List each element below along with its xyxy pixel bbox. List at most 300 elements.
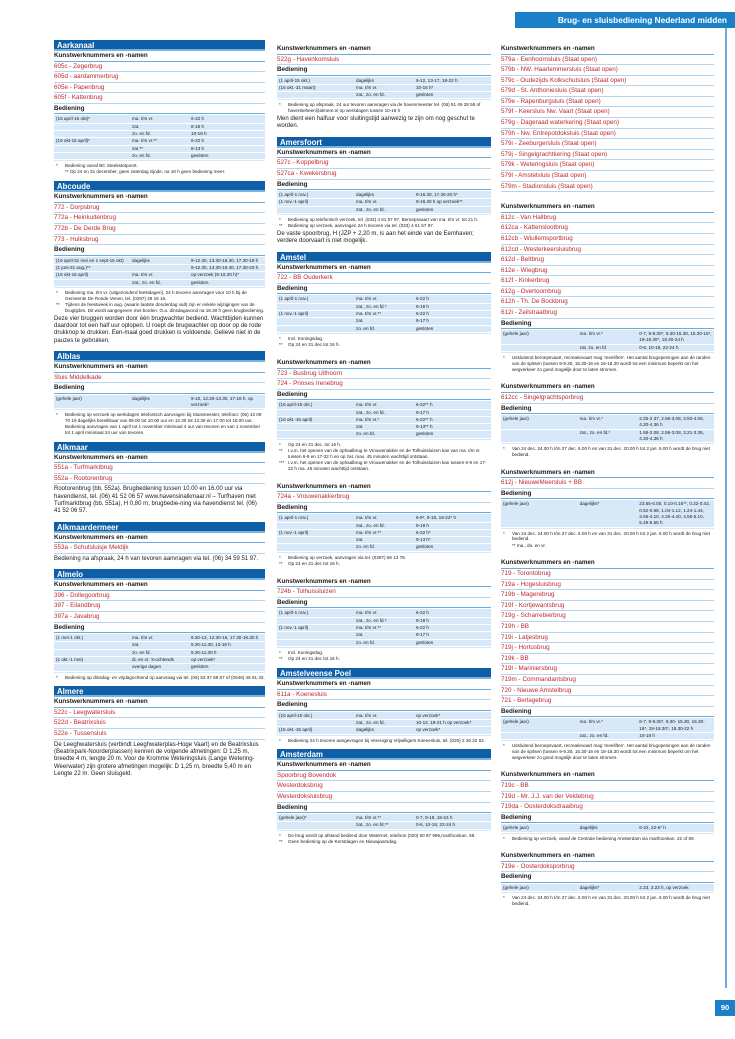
structure-item: 612f - Kinkerbrug: [501, 276, 714, 287]
place-heading: Alkmaar: [54, 442, 265, 453]
footnote-text: I.v.m. het openen van de ophaalbrug te Vrouwenakker en de Tolhuissluizen kan tussen 6-9 en 17-22 h ma. 45 minuten wachttijd ontstaan.: [288, 460, 487, 471]
waterway-section: [501, 847, 714, 906]
schedule-cell: 9.30-12, 12.30-16, 17.30-18.30 h: [191, 635, 259, 641]
schedule-row: [277, 815, 491, 822]
schedule-row: [277, 431, 491, 438]
schedule-row: [277, 207, 491, 214]
schedule-cell: ma. t/m vr.**: [131, 138, 157, 144]
structure-item: 724 - Prinses Irenebrug: [277, 379, 491, 390]
structure-item: 772 - Dorpsbrug: [54, 203, 265, 214]
numbers-label: Kunstwerknummers en -namen: [54, 453, 265, 464]
footnote-text: Op 24 en 31 dec tot 16 h.: [288, 342, 340, 348]
schedule-cell: 9-19 h: [415, 522, 429, 528]
schedule-cell: [54, 280, 130, 286]
schedule-cell: (1 april-1 nov.): [279, 192, 309, 198]
structure-item: 579b - NW. Haarlemmersluis (Staat open): [501, 65, 714, 76]
schedule-row: [54, 138, 265, 145]
schedule-cell: (15 okt.-15 april): [279, 727, 313, 733]
footnote-text: Uitsluitend beroepsvaart, recreatievaart mag 'meeliften'. Het aantal brugopeningen aan de randen van de spitsen (tussen 9-9.30, 15.30-16 en 18-18.30 wordt tot een minimum beperkt om het wegverkeer zo goed mogelijk door te laten stromen.: [512, 743, 711, 760]
schedule-row: [501, 719, 714, 733]
footnote-marker: **: [56, 301, 60, 307]
schedule-row: [54, 650, 265, 657]
structure-item: 551a - Turfmarktbrug: [54, 463, 265, 474]
schedule-row: [501, 733, 714, 740]
schedule-cell: (16 april-16 okt.): [279, 402, 313, 408]
schedule-cell: (gehele jaar): [503, 825, 529, 831]
schedule-row: [501, 885, 714, 892]
footnote-text: Incl. Koningsdag.: [288, 649, 324, 655]
schedule-cell: dagelijks: [131, 257, 150, 263]
numbers-label: Kunstwerknummers en -namen: [501, 558, 714, 569]
structure-item: 552a - Rootorenbrug: [54, 474, 265, 485]
footnote: [277, 217, 491, 223]
numbers-label: Kunstwerknummers en -namen: [501, 44, 714, 55]
schedule-table: [501, 330, 714, 353]
structure-item: 553a - Schutsluisje Meldijk: [54, 543, 265, 554]
schedule-cell: [54, 146, 130, 152]
schedule-cell: dagelijks: [356, 727, 374, 733]
structure-item: 605d - aardammerbrug: [54, 72, 265, 83]
numbers-label: Kunstwerknummers en -namen: [54, 533, 265, 544]
schedule-cell: 10-18 h: [639, 732, 655, 738]
schedule-cell: [54, 642, 130, 648]
schedule-cell: [54, 124, 130, 130]
schedule-cell: ma. t/m vr.*: [579, 719, 603, 725]
schedule-cell: dagelijks: [579, 825, 598, 831]
schedule-cell: 9-17 h: [415, 409, 429, 415]
schedule-cell: gesloten: [415, 639, 434, 645]
structure-item: Westerdoksbrug: [277, 781, 491, 792]
schedule-cell: 8-18 h: [191, 123, 205, 129]
schedule-cell: 9-16.30 h op verzoek**: [415, 199, 463, 205]
column-left: [54, 40, 265, 785]
structure-item: 579m - Stadionsluis (Staat open): [501, 182, 714, 193]
footnote-text: Op 24 en 31 dec tot 16 h.: [288, 561, 340, 567]
schedule-cell: (16 okt-16 april): [56, 272, 89, 278]
schedule-cell: zo. en fd.: [356, 431, 375, 437]
numbers-label: Kunstwerknummers en -namen: [277, 760, 491, 771]
schedule-table: [277, 191, 491, 215]
structure-item: 579d - St. Anthoniesluis (Staat open): [501, 86, 714, 97]
structure-item: 579g - Dageraad waterkering (Staat open): [501, 118, 714, 129]
numbers-label: Kunstwerknummers en -namen: [54, 362, 265, 373]
schedule-cell: 9-19 h: [415, 303, 429, 309]
footnote: [501, 355, 714, 372]
schedule-cell: 6-22** h: [415, 402, 433, 408]
footnote-marker: *: [279, 216, 281, 222]
schedule-cell: dagelijks*: [579, 501, 600, 507]
schedule-cell: (1 nov.-1 april): [279, 199, 309, 205]
service-label: Bediening: [277, 503, 491, 514]
schedule-cell: 10-18 h: [191, 130, 207, 136]
schedule-cell: gesloten: [415, 325, 434, 331]
schedule-cell: op verzoek*: [191, 656, 216, 662]
schedule-table: [54, 634, 265, 672]
structure-item: 612cb - Wiullemsportbrug: [501, 234, 714, 245]
schedule-cell: 9-17 h: [415, 632, 429, 638]
structure-item: 719i - Latjesbrug: [501, 633, 714, 644]
schedule-row: [277, 720, 491, 727]
footnote-text: Op 24 en 31 dec. tot 16 h.: [288, 441, 342, 447]
structure-item: 612i - Zeilstraatbrug: [501, 308, 714, 319]
schedule-table: [277, 609, 491, 647]
schedule-cell: 23.55-0.00, 0.10-0.16**, 0.32-0.42, 0.52-0.58, 1.04-1.12, 1.24-1.44, 3.55-4.10, 4.25-4.40, 4.55-5.10, 5.49-5.55 h: [639, 501, 711, 526]
schedule-cell: 9-16.30, 17.30-20 h*: [415, 192, 458, 198]
schedule-cell: 1.58-2.08, 2.56-3.08, 3.21-3.36, 4.20-4.36 h: [639, 429, 704, 441]
schedule-cell: [277, 618, 354, 624]
service-label: Bediening: [501, 872, 714, 883]
schedule-cell: (1 juni-31 aug.)**: [56, 264, 91, 270]
schedule-row: [501, 331, 714, 345]
structure-item: 612cd - Westerkeersluisbrug: [501, 245, 714, 256]
structure-item: 719b - Magerebrug: [501, 590, 714, 601]
schedule-cell: (16 april-15 okt)*: [56, 116, 90, 122]
footnote: [277, 656, 491, 662]
schedule-cell: zat., zo. en fd.: [356, 92, 385, 98]
schedule-row: [501, 825, 714, 832]
schedule-cell: (1 april-1 nov.): [279, 610, 309, 616]
waterway-section: [501, 198, 714, 372]
schedule-cell: [54, 664, 130, 670]
schedule-row: [54, 642, 265, 649]
schedule-cell: ma. t/m vr.*: [356, 416, 380, 422]
note-paragraph: De Leeghwatersluis (verbindt Leeghwaterplas-Hoge Vaart) en de Beatrixsluis (Beatrixpark-Noorderplassen) kennen de volgende afmetingen: D 1,25 m, breedte 4 m, lengte 20 m. Voor de Kromme Weteringsluis (Lange Wetering-Weerwater) zijn grotere afmetingen mogelijk: D 1,25 m, breedte 5,40 m en Lengte 22 m. Geen sluisgeld.: [54, 741, 259, 778]
schedule-cell: 9.30-11.30, 13-16 h: [191, 642, 231, 648]
schedule-row: [277, 85, 491, 92]
structure-item: 719a - Hogesluisbrug: [501, 580, 714, 591]
waterway-section: [54, 40, 265, 175]
schedule-row: [54, 124, 265, 131]
schedule-cell: 6-9*, 9-18, 18-22* h: [415, 515, 457, 521]
footnote: [54, 290, 265, 302]
schedule-cell: (16 okt-16 april)*: [56, 138, 90, 144]
service-label: Bediening: [277, 700, 491, 711]
place-heading: Amersfoort: [277, 137, 491, 148]
structure-item: Sluis Middelkade: [54, 373, 265, 384]
footnote: [501, 743, 714, 760]
schedule-cell: [501, 430, 578, 443]
service-label: Bediening: [277, 803, 491, 814]
schedule-cell: [54, 131, 130, 137]
structure-item: 579f - Keersluis Nw. Vaart (Staat open): [501, 107, 714, 118]
schedule-row: [54, 396, 265, 410]
footnote-marker: *: [279, 554, 281, 560]
footnote: [501, 895, 714, 907]
structure-item: 612e - Wiegbrug: [501, 266, 714, 277]
schedule-cell: 0-6, 10-18, 22-24 h: [639, 344, 679, 350]
schedule-row: [277, 618, 491, 625]
footnote-marker: *: [503, 530, 505, 536]
schedule-cell: [277, 92, 354, 98]
schedule-row: [277, 402, 491, 409]
structure-item: Spoorbrug Bovendok: [277, 771, 491, 782]
service-label: Bediening: [54, 245, 265, 256]
footnote-marker: *: [56, 412, 58, 418]
waterway-section: [501, 40, 714, 192]
schedule-table: [501, 824, 714, 833]
place-heading: Aarkanaal: [54, 40, 265, 51]
schedule-table: [54, 115, 265, 161]
schedule-cell: zo. en fd.: [131, 130, 151, 136]
schedule-table: [54, 395, 265, 411]
service-label: Bediening: [501, 404, 714, 415]
schedule-cell: gesloten: [415, 92, 434, 98]
schedule-row: [54, 657, 265, 664]
schedule-cell: dagelijks: [131, 395, 150, 401]
schedule-cell: 6-22 h: [191, 138, 205, 144]
schedule-cell: (1 april-15 okt.): [279, 77, 310, 83]
schedule-cell: zat., zo. en fd.*: [579, 429, 611, 435]
schedule-cell: zat.: [356, 632, 364, 638]
numbers-label: Kunstwerknummers en -namen: [54, 51, 265, 62]
schedule-cell: [277, 523, 354, 529]
schedule-cell: [277, 326, 354, 332]
footnote: [501, 543, 714, 549]
schedule-cell: di. en vr. 's-ochtends: [131, 656, 174, 662]
structure-item: 611a - Koenesluis: [277, 690, 491, 701]
schedule-cell: 6-22 h: [415, 311, 429, 317]
schedule-cell: ma. t/m vr.: [356, 712, 378, 718]
numbers-label: Kunstwerknummers en -namen: [277, 679, 491, 690]
schedule-cell: ma. t/m vr.: [356, 84, 378, 90]
schedule-cell: ma. t/m vr.: [356, 610, 378, 616]
waterway-section: [501, 464, 714, 549]
structure-item: 719l - Mariniersbrug: [501, 664, 714, 675]
schedule-table: [277, 514, 491, 552]
service-label: Bediening: [54, 383, 265, 394]
schedule-row: [54, 116, 265, 123]
schedule-cell: 9.30-11.30 h: [191, 649, 217, 655]
place-heading: Amstel: [277, 252, 491, 263]
structure-item: 527ca - Kwekersbrug: [277, 169, 491, 180]
waterway-section: [54, 569, 265, 680]
footnote-text: Bediening op telefonisch verzoek, tel. (033) 4 61 57 97. Beroepsvaart van ma. t/m vr. tot 21 h.: [288, 216, 479, 222]
structure-item: 612ca - Kattenslootbrug: [501, 223, 714, 234]
footnote-text: Uitsluitend beroepsvaart, recreatievaart mag 'meeliften'. Het aantal brugopeningen aan de randen van de spitsen (tussen 9-9.30, 15.30-16 en 18-18.30 wordt tot een minimum beperkt om het wegverkeer zo goed mogelijk door te laten stromen.: [512, 355, 711, 372]
side-rule: [725, 28, 727, 988]
service-label: Bediening: [277, 284, 491, 295]
structure-item: 605c - Zegerbrug: [54, 62, 265, 73]
schedule-table: [277, 814, 491, 831]
footnote-marker: *: [279, 102, 281, 108]
footnote-text: De brug wordt op afstand bediend door Waternet, telefoon (020) 60 87 996,marifoonkan. 69.: [288, 832, 476, 838]
schedule-cell: 9-12.30, 13.30-16.30, 17.30-20 h: [191, 264, 259, 270]
structure-item: 605f - Kattenbrug: [54, 93, 265, 104]
schedule-cell: zat., zo. en fd.: [356, 409, 385, 415]
footnote: [277, 448, 491, 460]
waterway-section: [54, 181, 265, 345]
schedule-row: [54, 635, 265, 642]
schedule-cell: 6-7, 9-9.30*, 9.30- 15.30, 15.30-16*, 18-18.30*, 18.30-22 h: [639, 719, 705, 731]
schedule-cell: zo. en fd.: [356, 639, 375, 645]
footnote-marker: *: [279, 441, 281, 447]
schedule-row: [54, 146, 265, 153]
schedule-row: [277, 640, 491, 647]
footnote-marker: **: [279, 342, 283, 348]
structure-item: 612d - Beltbrug: [501, 255, 714, 266]
footnote-marker: **: [279, 656, 283, 662]
service-label: Bediening: [501, 707, 714, 718]
schedule-cell: zat., zo. en fd.: [356, 206, 385, 212]
service-label: Bediening: [277, 390, 491, 401]
place-heading: Abcoude: [54, 181, 265, 192]
structure-item: 719e - Oosterdoksporbrug: [501, 862, 714, 873]
schedule-cell: (16 april-31 mei en 1 sept-15 okt): [56, 257, 124, 263]
footnote: [277, 839, 491, 845]
waterway-section: [277, 354, 491, 472]
structure-item: 719d - Mr. J.J. van der Veldebrug: [501, 792, 714, 803]
schedule-cell: [277, 720, 354, 726]
schedule-row: [277, 318, 491, 325]
schedule-cell: zat., zo. en fd.**: [356, 822, 389, 828]
schedule-cell: [54, 153, 130, 159]
footnote-marker: *: [503, 446, 505, 452]
footnote: [277, 223, 491, 229]
structure-item: 720 - Nieuwe Amstelbrug: [501, 686, 714, 697]
schedule-row: [277, 537, 491, 544]
schedule-cell: overige dagen: [131, 664, 162, 670]
waterway-section: [277, 137, 491, 246]
structure-item: 579j - Singelgrachtkering (Staat open): [501, 150, 714, 161]
schedule-row: [501, 345, 714, 352]
footnote-marker: *: [503, 743, 505, 749]
schedule-cell: ma. t/m vr.**: [356, 625, 382, 631]
schedule-cell: (1 nov.-1 april): [279, 311, 309, 317]
schedule-cell: (gehele jaar): [503, 719, 529, 725]
schedule-cell: (gehele jaar)*: [279, 815, 307, 821]
schedule-cell: 2.23, 3.23 h, op verzoek: [639, 884, 689, 890]
schedule-cell: zat., zo. en fd.*: [356, 617, 387, 623]
schedule-cell: zo. en fd.: [356, 325, 375, 331]
structure-item: 772a - Heinkuitenbrug: [54, 213, 265, 224]
service-label: Bediening: [501, 489, 714, 500]
schedule-cell: 0-7, 9-9.30*, 9.30-15.30, 15.30-16*, 18-18.30*, 18.30-24 h: [639, 331, 712, 343]
footnote-text: Bediening 24 h tevoren aangevragen bij Vereniging Vrijwilligers Koenesluis, tel. (020) 2 26 22 62.: [288, 737, 485, 743]
schedule-row: [277, 727, 491, 734]
footnote-text: Bediening op verzoek, vanaf de Centrale bediening Amsterdam via marifoonkan. 22 of 69.: [512, 835, 695, 841]
schedule-row: [277, 199, 491, 206]
waterway-section: [501, 378, 714, 457]
numbers-label: Kunstwerknummers en -namen: [277, 482, 491, 493]
schedule-row: [277, 515, 491, 522]
schedule-cell: ma. t/m vr.: [356, 199, 378, 205]
footnote-marker: ***: [279, 460, 285, 466]
schedule-row: [277, 530, 491, 537]
schedule-cell: zat., zo. en fd.: [356, 522, 385, 528]
schedule-cell: 9-19 h: [415, 617, 429, 623]
structure-item: 522c - Leegwatersluis: [54, 708, 265, 719]
numbers-label: Kunstwerknummers en -namen: [277, 44, 491, 55]
schedule-table: [501, 415, 714, 444]
schedule-cell: zo. en fd.: [131, 649, 151, 655]
note-paragraph: Rootorenbrug (bb, 552a). Brugbediening tussen 10.00 en 16.00 uur via havendienst, tel. (06) 41 52 06 57 www.havensinalkmaar.nl – Turfhaven met Turfmarktbrug (bb, 551a), H 0,80 m, brugbedie-ning via havendienst tel. (06) 41 52 06 57.: [54, 486, 257, 515]
footnote-marker: *: [279, 832, 281, 838]
schedule-row: [277, 92, 491, 99]
schedule-cell: 6-22 h: [415, 625, 429, 631]
schedule-cell: zat.: [356, 318, 364, 324]
footnote-text: Bediening op verzoek, aanvragen via tel. (0297) 56 13 78.: [288, 554, 406, 560]
waterway-section: [277, 40, 491, 131]
schedule-row: [54, 664, 265, 671]
schedule-cell: zat.: [356, 537, 364, 543]
schedule-cell: ma. t/m vr.*: [579, 416, 603, 422]
footnote: [277, 650, 491, 656]
schedule-row: [277, 544, 491, 551]
footnote-marker: *: [279, 737, 281, 743]
schedule-row: [277, 417, 491, 424]
schedule-table: [277, 295, 491, 333]
schedule-row: [277, 625, 491, 632]
schedule-cell: gesloten: [191, 279, 209, 285]
schedule-cell: ma. t/m vr.**: [356, 815, 382, 821]
numbers-label: Kunstwerknummers en -namen: [501, 468, 714, 479]
schedule-row: [277, 632, 491, 639]
footnote-text: Bediening ma. t/m vr. (uitgezonderd feestdagen), 24 h tevoren aanvragen voor 10 h bij de Gemeente De Ronde Venen, tel. (0297) 29 16 16.: [65, 289, 247, 301]
schedule-row: [54, 280, 265, 287]
schedule-cell: (gehele jaar): [56, 395, 82, 401]
footnote-text: Geen bediening op de Kerstdagen en Nieuwjaarsdag.: [288, 839, 398, 844]
numbers-label: Kunstwerknummers en -namen: [501, 851, 714, 862]
structure-item: 719k - BB: [501, 654, 714, 665]
waterway-section: [277, 668, 491, 743]
schedule-cell: [277, 431, 354, 437]
schedule-cell: (16 okt.-16 april): [279, 416, 313, 422]
schedule-cell: 6-22 h: [415, 296, 429, 302]
schedule-row: [54, 265, 265, 272]
schedule-cell: zat **: [131, 145, 143, 151]
waterway-section: [54, 686, 265, 778]
footnote-text: Tijdens de feestweek in aug. (waarin laatste donderdag valt) zijn er enkele wijzigingen van de brugtijden. Dit wordt aangegeven met borden. O.a. dinsdagavond na 18.30 h geen brugbediening.: [65, 301, 265, 313]
structure-item: 522e - Tussensluis: [54, 729, 265, 740]
place-heading: Amsterdam: [277, 749, 491, 760]
schedule-cell: dagelijks: [356, 192, 374, 198]
schedule-cell: [277, 640, 354, 646]
schedule-cell: [277, 424, 354, 430]
structure-item: 579e - Rapenburgsluis (Staat open): [501, 97, 714, 108]
footnote: [277, 336, 491, 342]
footnote-marker: *: [56, 289, 58, 295]
footnote-text: ** ma., do. en vr.: [512, 542, 546, 548]
footnote: [501, 446, 714, 458]
schedule-row: [501, 416, 714, 430]
numbers-label: Kunstwerknummers en -namen: [501, 382, 714, 393]
structure-item: 522d - Beatrixsluis: [54, 718, 265, 729]
schedule-cell: 9-12.30, 13.30-16.30, 17.30-19 h: [191, 257, 259, 263]
schedule-row: [277, 523, 491, 530]
schedule-cell: 6-22 h: [415, 610, 429, 616]
footnote-text: Bediening op verzoek, aanvragen 24 h tevoren via tel. (033) 4 61 57 97.: [288, 223, 435, 229]
footnote: [54, 412, 265, 435]
schedule-cell: zat., zo. en fd.: [356, 719, 385, 725]
schedule-cell: zo. en fd.: [356, 544, 375, 550]
note-paragraph: Bediening na afspraak, 24 h van tevoren aanvragen via tel. (06) 34 59 51 97.: [54, 555, 259, 562]
schedule-cell: 10-16 h*: [415, 84, 434, 90]
schedule-cell: (gehele jaar): [503, 884, 529, 890]
numbers-label: Kunstwerknummers en -namen: [277, 577, 491, 588]
schedule-cell: 6-22, 22-6* h: [639, 825, 666, 831]
schedule-cell: [277, 632, 354, 638]
page-number: 90: [715, 1000, 735, 1016]
schedule-row: [54, 272, 265, 279]
footnote-text: Incl. Koningsdag.: [288, 335, 324, 341]
structure-item: 719 - Torontobrug: [501, 569, 714, 580]
structure-item: 605e - Papenbrug: [54, 83, 265, 94]
schedule-cell: ma. t/m vr.: [356, 515, 378, 521]
page-header: Brug- en sluisbediening Nederland midden: [515, 12, 735, 28]
schedule-cell: 9-12, 13-17, 18-22 h: [415, 77, 458, 83]
place-heading: Amstelveense Poel: [277, 668, 491, 679]
structure-item: 723 - Busbrug Uithoorn: [277, 369, 491, 380]
